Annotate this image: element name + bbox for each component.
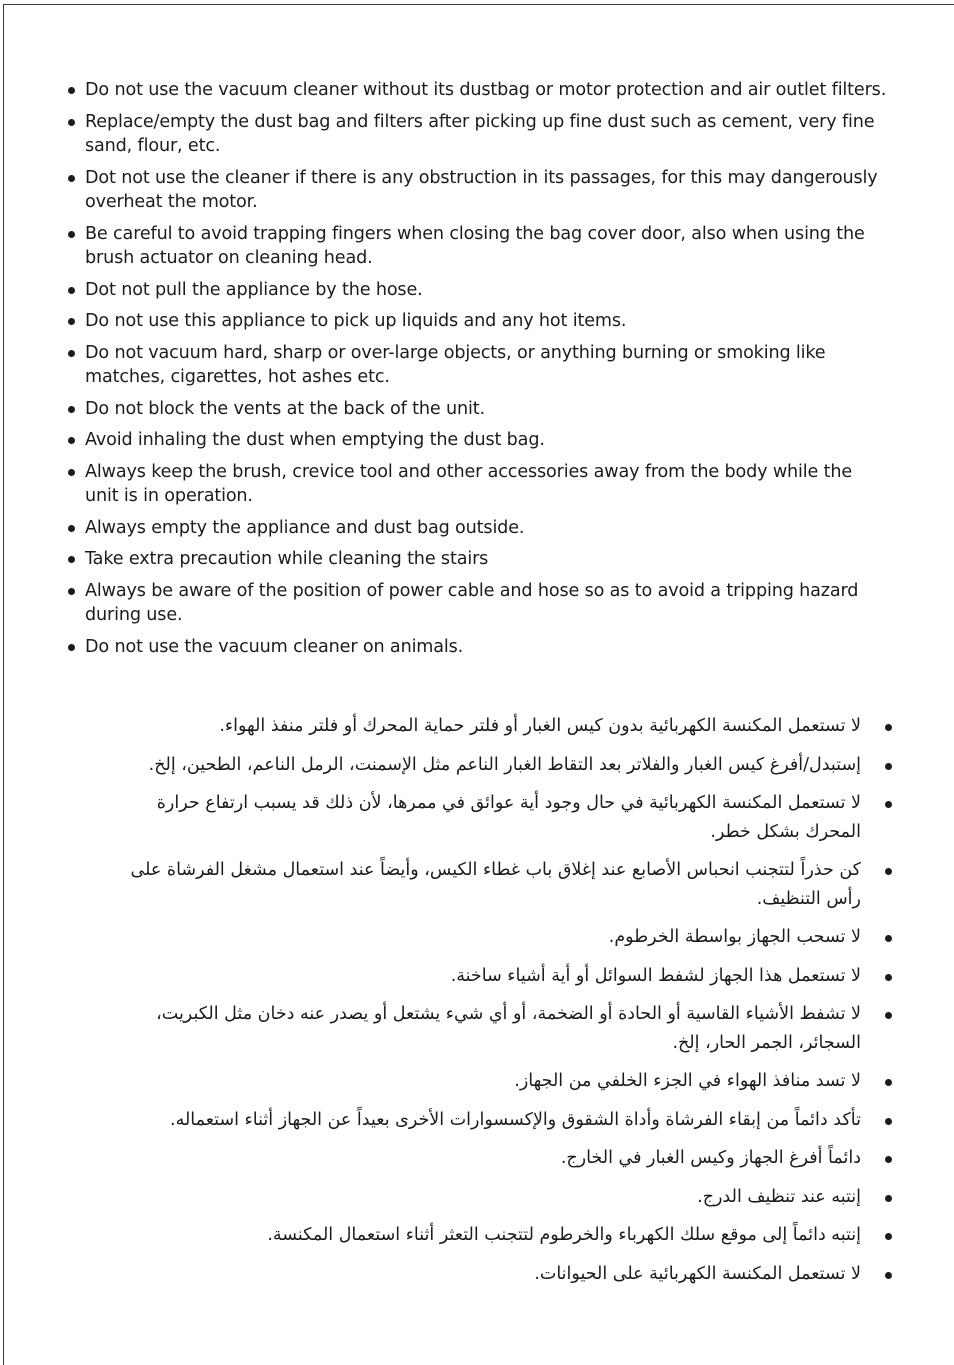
list-item: Be careful to avoid trapping fingers when closing the bag cover door, also when using the brush actuator on cleaning head. (68, 222, 888, 271)
list-item: دائماً أفرغ الجهاز وكيس الغبار في الخارج. (112, 1144, 892, 1173)
list-item: Do not vacuum hard, sharp or over-large objects, or anything burning or smoking like matches, cigarettes, hot ashes etc. (68, 341, 888, 390)
list-item: Dot not use the cleaner if there is any obstruction in its passages, for this may dangerously overheat the motor. (68, 166, 888, 215)
list-item: Dot not pull the appliance by the hose. (68, 278, 888, 303)
list-item: لا تسحب الجهاز بواسطة الخرطوم. (112, 923, 892, 952)
list-item: Avoid inhaling the dust when emptying the dust bag. (68, 428, 888, 453)
list-item: Do not use this appliance to pick up liquids and any hot items. (68, 309, 888, 334)
list-item: Do not use the vacuum cleaner on animals. (68, 635, 888, 660)
list-item: تأكد دائماً من إبقاء الفرشاة وأداة الشقوق والإكسسوارات الأخرى بعيداً عن الجهاز أثناء استعماله. (112, 1106, 892, 1135)
list-item: لا تستعمل هذا الجهاز لشفط السوائل أو أية أشياء ساخنة. (112, 962, 892, 991)
list-item: Replace/empty the dust bag and filters after picking up fine dust such as cement, very fine sand, flour, etc. (68, 110, 888, 159)
list-item: Always empty the appliance and dust bag outside. (68, 516, 888, 541)
list-item: Do not use the vacuum cleaner without its dustbag or motor protection and air outlet filters. (68, 78, 888, 103)
list-item: Always be aware of the position of power cable and hose so as to avoid a tripping hazard during use. (68, 579, 888, 628)
list-item: Take extra precaution while cleaning the stairs (68, 547, 888, 572)
list-item: إنتبه عند تنظيف الدرج. (112, 1183, 892, 1212)
list-item: إنتبه دائماً إلى موقع سلك الكهرباء والخرطوم لتتجنب التعثر أثناء استعمال المكنسة. (112, 1221, 892, 1250)
list-item: لا تستعمل المكنسة الكهربائية في حال وجود أية عوائق في ممرها، لأن ذلك قد يسبب ارتفاع حرارة المحرك بشكل خطر. (112, 789, 892, 846)
list-item: لا تستعمل المكنسة الكهربائية بدون كيس الغبار أو فلتر حماية المحرك أو فلتر منفذ الهواء. (112, 712, 892, 741)
english-safety-list (68, 78, 888, 666)
list-item: كن حذراً لتتجنب انحباس الأصابع عند إغلاق باب غطاء الكيس، وأيضاً عند استعمال مشغل الفرشاة على رأس التنظيف. (112, 856, 892, 913)
list-item: لا تشفط الأشياء القاسية أو الحادة أو الضخمة، أو أي شيء يشتعل أو يصدر عنه دخان مثل الكبريت، السجائر، الجمر الحار، إلخ. (112, 1000, 892, 1057)
list-item: Always keep the brush, crevice tool and other accessories away from the body while the unit is in operation. (68, 460, 888, 509)
list-item: لا تسد منافذ الهواء في الجزء الخلفي من الجهاز. (112, 1067, 892, 1096)
list-item: Do not block the vents at the back of the unit. (68, 397, 888, 422)
list-item: إستبدل/أفرغ كيس الغبار والفلاتر بعد التقاط الغبار الناعم مثل الإسمنت، الرمل الناعم، الطحين، إلخ. (112, 751, 892, 780)
list-item: لا تستعمل المكنسة الكهربائية على الحيوانات. (112, 1260, 892, 1289)
arabic-safety-list (112, 712, 892, 1298)
